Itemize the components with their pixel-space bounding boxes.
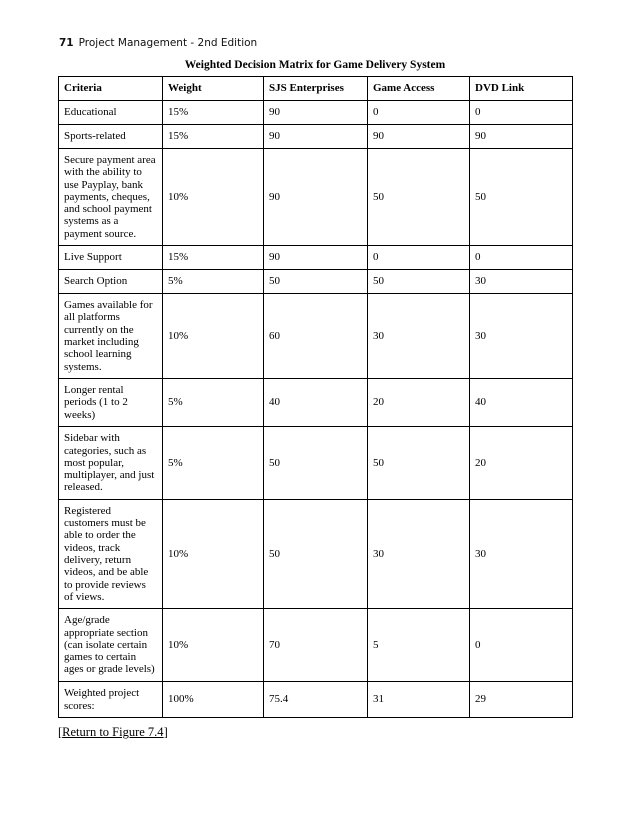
weight-cell: 5% <box>163 270 264 294</box>
game-access-score-cell: 50 <box>368 427 470 500</box>
dvd-link-score-cell: 30 <box>470 270 573 294</box>
sjs-enterprises-score-cell: 90 <box>264 246 368 270</box>
dvd-link-score-cell: 50 <box>470 149 573 246</box>
weight-cell: 5% <box>163 379 264 427</box>
link-close-bracket: ] <box>163 725 168 739</box>
table-row <box>59 125 573 149</box>
return-to-figure-link[interactable]: Return to Figure 7.4 <box>62 725 164 739</box>
column-header-game-access: Game Access <box>368 77 470 101</box>
table-header-row <box>59 77 573 101</box>
table-body <box>59 101 573 718</box>
sjs-enterprises-score-cell: 70 <box>264 609 368 682</box>
dvd-link-score-cell: 30 <box>470 294 573 379</box>
table-caption: Weighted Decision Matrix for Game Delivery System <box>184 59 446 71</box>
column-header-criteria: Criteria <box>59 77 163 101</box>
weight-cell: 15% <box>163 101 264 125</box>
book-title: Project Management - 2nd Edition <box>78 37 258 49</box>
game-access-score-cell: 5 <box>368 609 470 682</box>
weight-cell: 10% <box>163 500 264 609</box>
game-access-score-cell: 50 <box>368 270 470 294</box>
column-header-dvd-link: DVD Link <box>470 77 573 101</box>
table-row <box>59 609 573 682</box>
sjs-enterprises-score-cell: 40 <box>264 379 368 427</box>
sjs-enterprises-score-cell: 90 <box>264 125 368 149</box>
criteria-cell: Educational <box>59 101 163 125</box>
criteria-cell: Secure payment area with the ability to use Payplay, bank payments, cheques, and school payment systems as a payment source. <box>59 149 163 246</box>
weight-cell: 15% <box>163 125 264 149</box>
game-access-score-cell: 90 <box>368 125 470 149</box>
table-row <box>59 270 573 294</box>
link-open-bracket: [ <box>58 725 63 739</box>
dvd-link-score-cell: 30 <box>470 500 573 609</box>
table-row <box>59 379 573 427</box>
sjs-enterprises-score-cell: 60 <box>264 294 368 379</box>
page-number: 71 <box>59 37 74 49</box>
game-access-score-cell: 0 <box>368 246 470 270</box>
criteria-cell: Age/grade appropriate section (can isolate certain games to certain ages or grade levels) <box>59 609 163 682</box>
sjs-enterprises-score-cell: 90 <box>264 101 368 125</box>
weight-cell: 5% <box>163 427 264 500</box>
sjs-enterprises-score-cell: 50 <box>264 270 368 294</box>
dvd-link-score-cell: 0 <box>470 246 573 270</box>
criteria-cell: Weighted project scores: <box>59 682 163 718</box>
criteria-cell: Registered customers must be able to order the videos, track delivery, return videos, and be able to provide reviews of views. <box>59 500 163 609</box>
dvd-link-score-cell: 20 <box>470 427 573 500</box>
weight-cell: 15% <box>163 246 264 270</box>
table-row <box>59 427 573 500</box>
game-access-score-cell: 30 <box>368 294 470 379</box>
criteria-cell: Live Support <box>59 246 163 270</box>
criteria-cell: Longer rental periods (1 to 2 weeks) <box>59 379 163 427</box>
dvd-link-score-cell: 40 <box>470 379 573 427</box>
weight-cell: 100% <box>163 682 264 718</box>
weight-cell: 10% <box>163 609 264 682</box>
column-header-sjs-enterprises: SJS Enterprises <box>264 77 368 101</box>
game-access-score-cell: 30 <box>368 500 470 609</box>
table-row <box>59 294 573 379</box>
return-link-container <box>58 725 168 740</box>
dvd-link-score-cell: 0 <box>470 101 573 125</box>
sjs-enterprises-score-cell: 75.4 <box>264 682 368 718</box>
table-row <box>59 149 573 246</box>
weight-cell: 10% <box>163 149 264 246</box>
dvd-link-score-cell: 90 <box>470 125 573 149</box>
dvd-link-score-cell: 29 <box>470 682 573 718</box>
decision-matrix-table <box>58 76 573 718</box>
weighted-scores-row <box>59 682 573 718</box>
sjs-enterprises-score-cell: 50 <box>264 500 368 609</box>
column-header-weight: Weight <box>163 77 264 101</box>
weight-cell: 10% <box>163 294 264 379</box>
criteria-cell: Sports-related <box>59 125 163 149</box>
page-header <box>59 37 257 49</box>
game-access-score-cell: 20 <box>368 379 470 427</box>
sjs-enterprises-score-cell: 90 <box>264 149 368 246</box>
criteria-cell: Search Option <box>59 270 163 294</box>
criteria-cell: Games available for all platforms currently on the market including school learning systems. <box>59 294 163 379</box>
game-access-score-cell: 0 <box>368 101 470 125</box>
table-row <box>59 500 573 609</box>
criteria-cell: Sidebar with categories, such as most popular, multiplayer, and just released. <box>59 427 163 500</box>
sjs-enterprises-score-cell: 50 <box>264 427 368 500</box>
table-row <box>59 101 573 125</box>
game-access-score-cell: 31 <box>368 682 470 718</box>
dvd-link-score-cell: 0 <box>470 609 573 682</box>
table-row <box>59 246 573 270</box>
game-access-score-cell: 50 <box>368 149 470 246</box>
